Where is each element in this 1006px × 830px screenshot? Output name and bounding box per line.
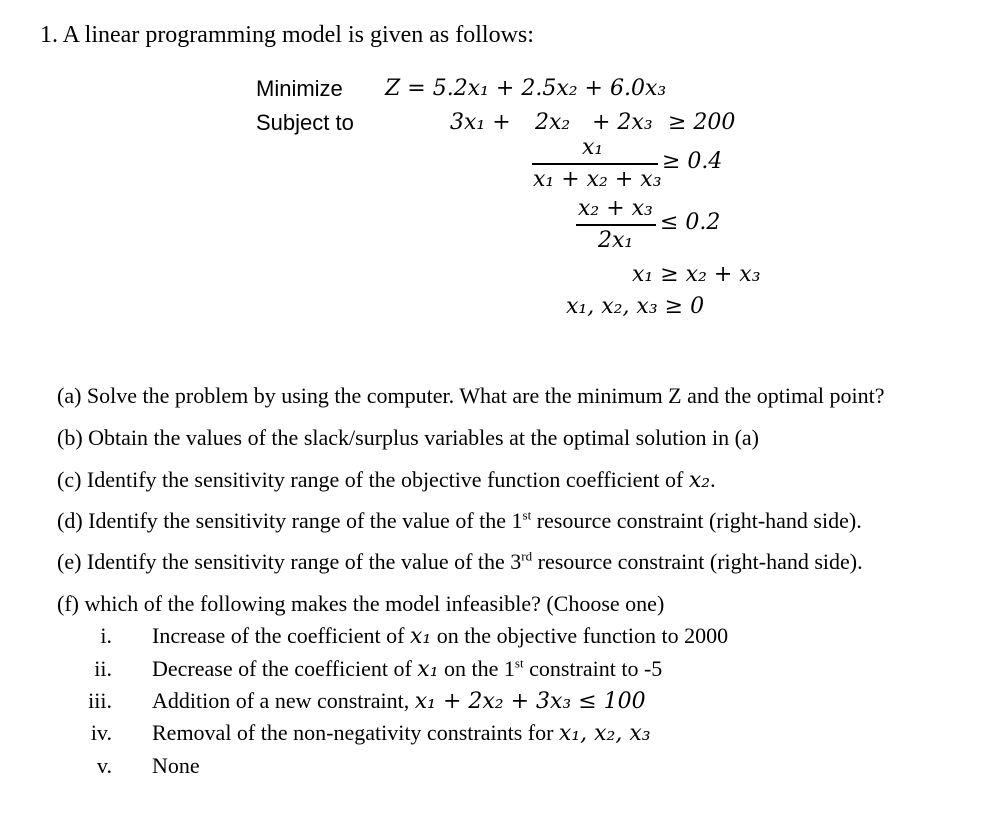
constraint2-fraction-bar xyxy=(532,163,658,165)
question-d-post: resource constraint (right-hand side). xyxy=(531,508,862,533)
option-text: Increase of the coefficient of xyxy=(152,623,410,648)
question-f: (f) which of the following makes the model infeasible? (Choose one) xyxy=(57,591,665,616)
option-iv xyxy=(152,720,651,746)
question-d-sup: st xyxy=(522,507,532,523)
option-math: x₁ + 2x₂ + 3x₃ ≤ 100 xyxy=(414,689,646,714)
question-c-variable: x₂ xyxy=(688,468,711,493)
question-e xyxy=(57,549,863,575)
question-c-end: . xyxy=(710,467,716,492)
constraint4: x₁ ≥ x₂ + x₃ xyxy=(632,262,761,287)
constraint3-denominator: 2x₁ xyxy=(598,228,634,253)
objective-function: Z = 5.2x₁ + 2.5x₂ + 6.0x₃ xyxy=(385,76,667,101)
question-e-post: resource constraint (right-hand side). xyxy=(532,549,863,574)
question-a: (a) Solve the problem by using the computer. What are the minimum Z and the optimal point? xyxy=(57,383,885,408)
option-v xyxy=(152,753,200,779)
subject-to-label: Subject to xyxy=(256,110,354,135)
question-c-text: (c) Identify the sensitivity range of the objective function coefficient of xyxy=(57,467,689,492)
question-e-pre: (e) Identify the sensitivity range of the value of the 3 xyxy=(57,549,522,574)
option-iii xyxy=(152,688,646,714)
problem-title: 1. A linear programming model is given as follows: xyxy=(40,22,534,48)
constraint3-rhs: ≤ 0.2 xyxy=(660,210,721,235)
option-math: x₁ xyxy=(417,657,439,682)
nonnegativity-constraint: x₁, x₂, x₃ ≥ 0 xyxy=(566,294,705,319)
constraint2-numerator: x₁ xyxy=(582,135,604,160)
option-text: Addition of a new constraint, xyxy=(152,688,415,713)
option-math: x₁ xyxy=(409,624,432,649)
constraint1-term2: 2x₂ xyxy=(535,110,571,135)
option-ii xyxy=(152,656,662,682)
option-text-post: on the 1 xyxy=(438,656,515,681)
option-text: Removal of the non-negativity constraints for xyxy=(152,720,559,745)
constraint2-denominator: x₁ + x₂ + x₃ xyxy=(533,167,662,192)
option-number: iii. xyxy=(88,688,112,713)
constraint1-term1: 3x₁ + xyxy=(450,110,511,135)
option-text-post: on the objective function to 2000 xyxy=(431,623,729,648)
constraint2-rhs: ≥ 0.4 xyxy=(662,149,723,174)
option-text: Decrease of the coefficient of xyxy=(152,656,418,681)
option-text: None xyxy=(152,753,200,778)
question-d-pre: (d) Identify the sensitivity range of the value of the 1 xyxy=(57,508,523,533)
option-sup: st xyxy=(514,655,524,671)
constraint3-numerator: x₂ + x₃ xyxy=(578,196,653,221)
question-b: (b) Obtain the values of the slack/surplus variables at the optimal solution in (a) xyxy=(57,425,759,450)
constraint1-rhs: ≥ 200 xyxy=(668,110,736,135)
constraint1-term3: + 2x₃ xyxy=(592,110,653,135)
minimize-label: Minimize xyxy=(256,76,343,101)
constraint3-fraction-bar xyxy=(576,224,656,226)
question-c xyxy=(57,467,716,493)
option-text-end: constraint to -5 xyxy=(523,656,663,681)
option-number: i. xyxy=(100,623,112,648)
option-i xyxy=(152,623,728,649)
option-number: v. xyxy=(96,753,112,778)
option-number: iv. xyxy=(90,720,112,745)
option-number: ii. xyxy=(94,656,112,681)
question-e-sup: rd xyxy=(521,548,533,564)
option-math: x₁, x₂, x₃ xyxy=(558,721,651,746)
question-d xyxy=(57,508,862,534)
